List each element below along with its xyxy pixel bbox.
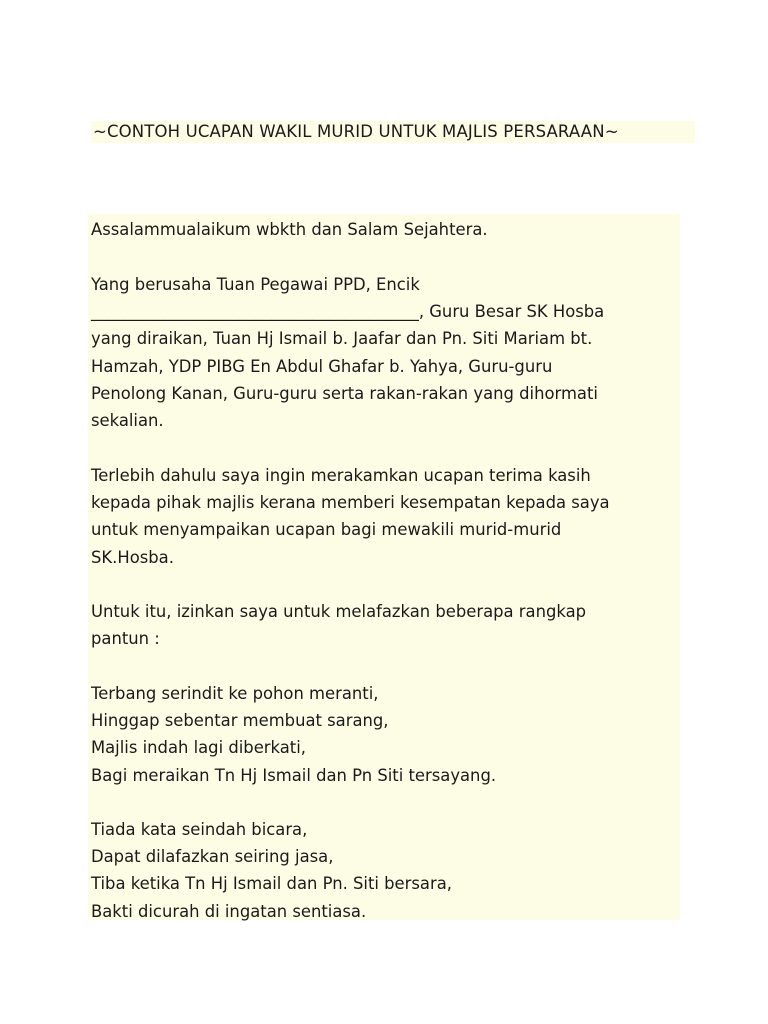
pantun-intro-paragraph <box>91 598 675 652</box>
pantun-line: Bagi meraikan Tn Hj Ismail dan Pn Siti tersayang. <box>91 765 497 785</box>
salutation-line: Yang berusaha Tuan Pegawai PPD, Encik <box>91 275 420 294</box>
pantun-line: Tiba ketika Tn Hj Ismail dan Pn. Siti bersara, <box>91 874 452 894</box>
pantun-line: Hinggap sebentar membuat sarang, <box>91 711 389 731</box>
pantun-intro-line: pantun : <box>91 629 160 649</box>
thanks-line: Terlebih dahulu saya ingin merakamkan ucapan terima kasih <box>91 466 591 485</box>
salutation-line: ________________________________________, Guru Besar SK Hosba <box>91 302 605 322</box>
greeting-paragraph <box>91 216 675 243</box>
thanks-paragraph <box>91 462 675 571</box>
pantun-line: Majlis indah lagi diberkati, <box>91 738 306 758</box>
salutation-line: Penolong Kanan, Guru-guru serta rakan-rakan yang dihormati <box>91 383 598 403</box>
thanks-line: untuk menyampaikan ucapan bagi mewakili murid-murid <box>91 520 562 540</box>
pantun-line: Dapat dilafazkan seiring jasa, <box>91 847 334 867</box>
letter-body <box>88 214 680 920</box>
salutation-line: sekalian. <box>91 411 164 431</box>
salutation-paragraph <box>91 271 675 434</box>
thanks-line: SK.Hosba. <box>91 547 174 567</box>
pantun-stanza-2 <box>91 816 675 925</box>
document-title: ~CONTOH UCAPAN WAKIL MURID UNTUK MAJLIS PERSARAAN~ <box>91 121 695 143</box>
pantun-stanza-1 <box>91 680 675 789</box>
thanks-line: kepada pihak majlis kerana memberi kesempatan kepada saya <box>91 493 610 513</box>
salutation-line: yang diraikan, Tuan Hj Ismail b. Jaafar dan Pn. Siti Mariam bt. <box>91 329 593 349</box>
pantun-line: Bakti dicurah di ingatan sentiasa. <box>91 901 367 921</box>
pantun-line: Terbang serindit ke pohon meranti, <box>91 684 379 703</box>
pantun-line: Tiada kata seindah bicara, <box>91 820 308 839</box>
salutation-line: Hamzah, YDP PIBG En Abdul Ghafar b. Yahya, Guru-guru <box>91 356 553 376</box>
greeting-line: Assalammualaikum wbkth dan Salam Sejahtera. <box>91 220 488 239</box>
pantun-intro-line: Untuk itu, izinkan saya untuk melafazkan beberapa rangkap <box>91 602 587 621</box>
